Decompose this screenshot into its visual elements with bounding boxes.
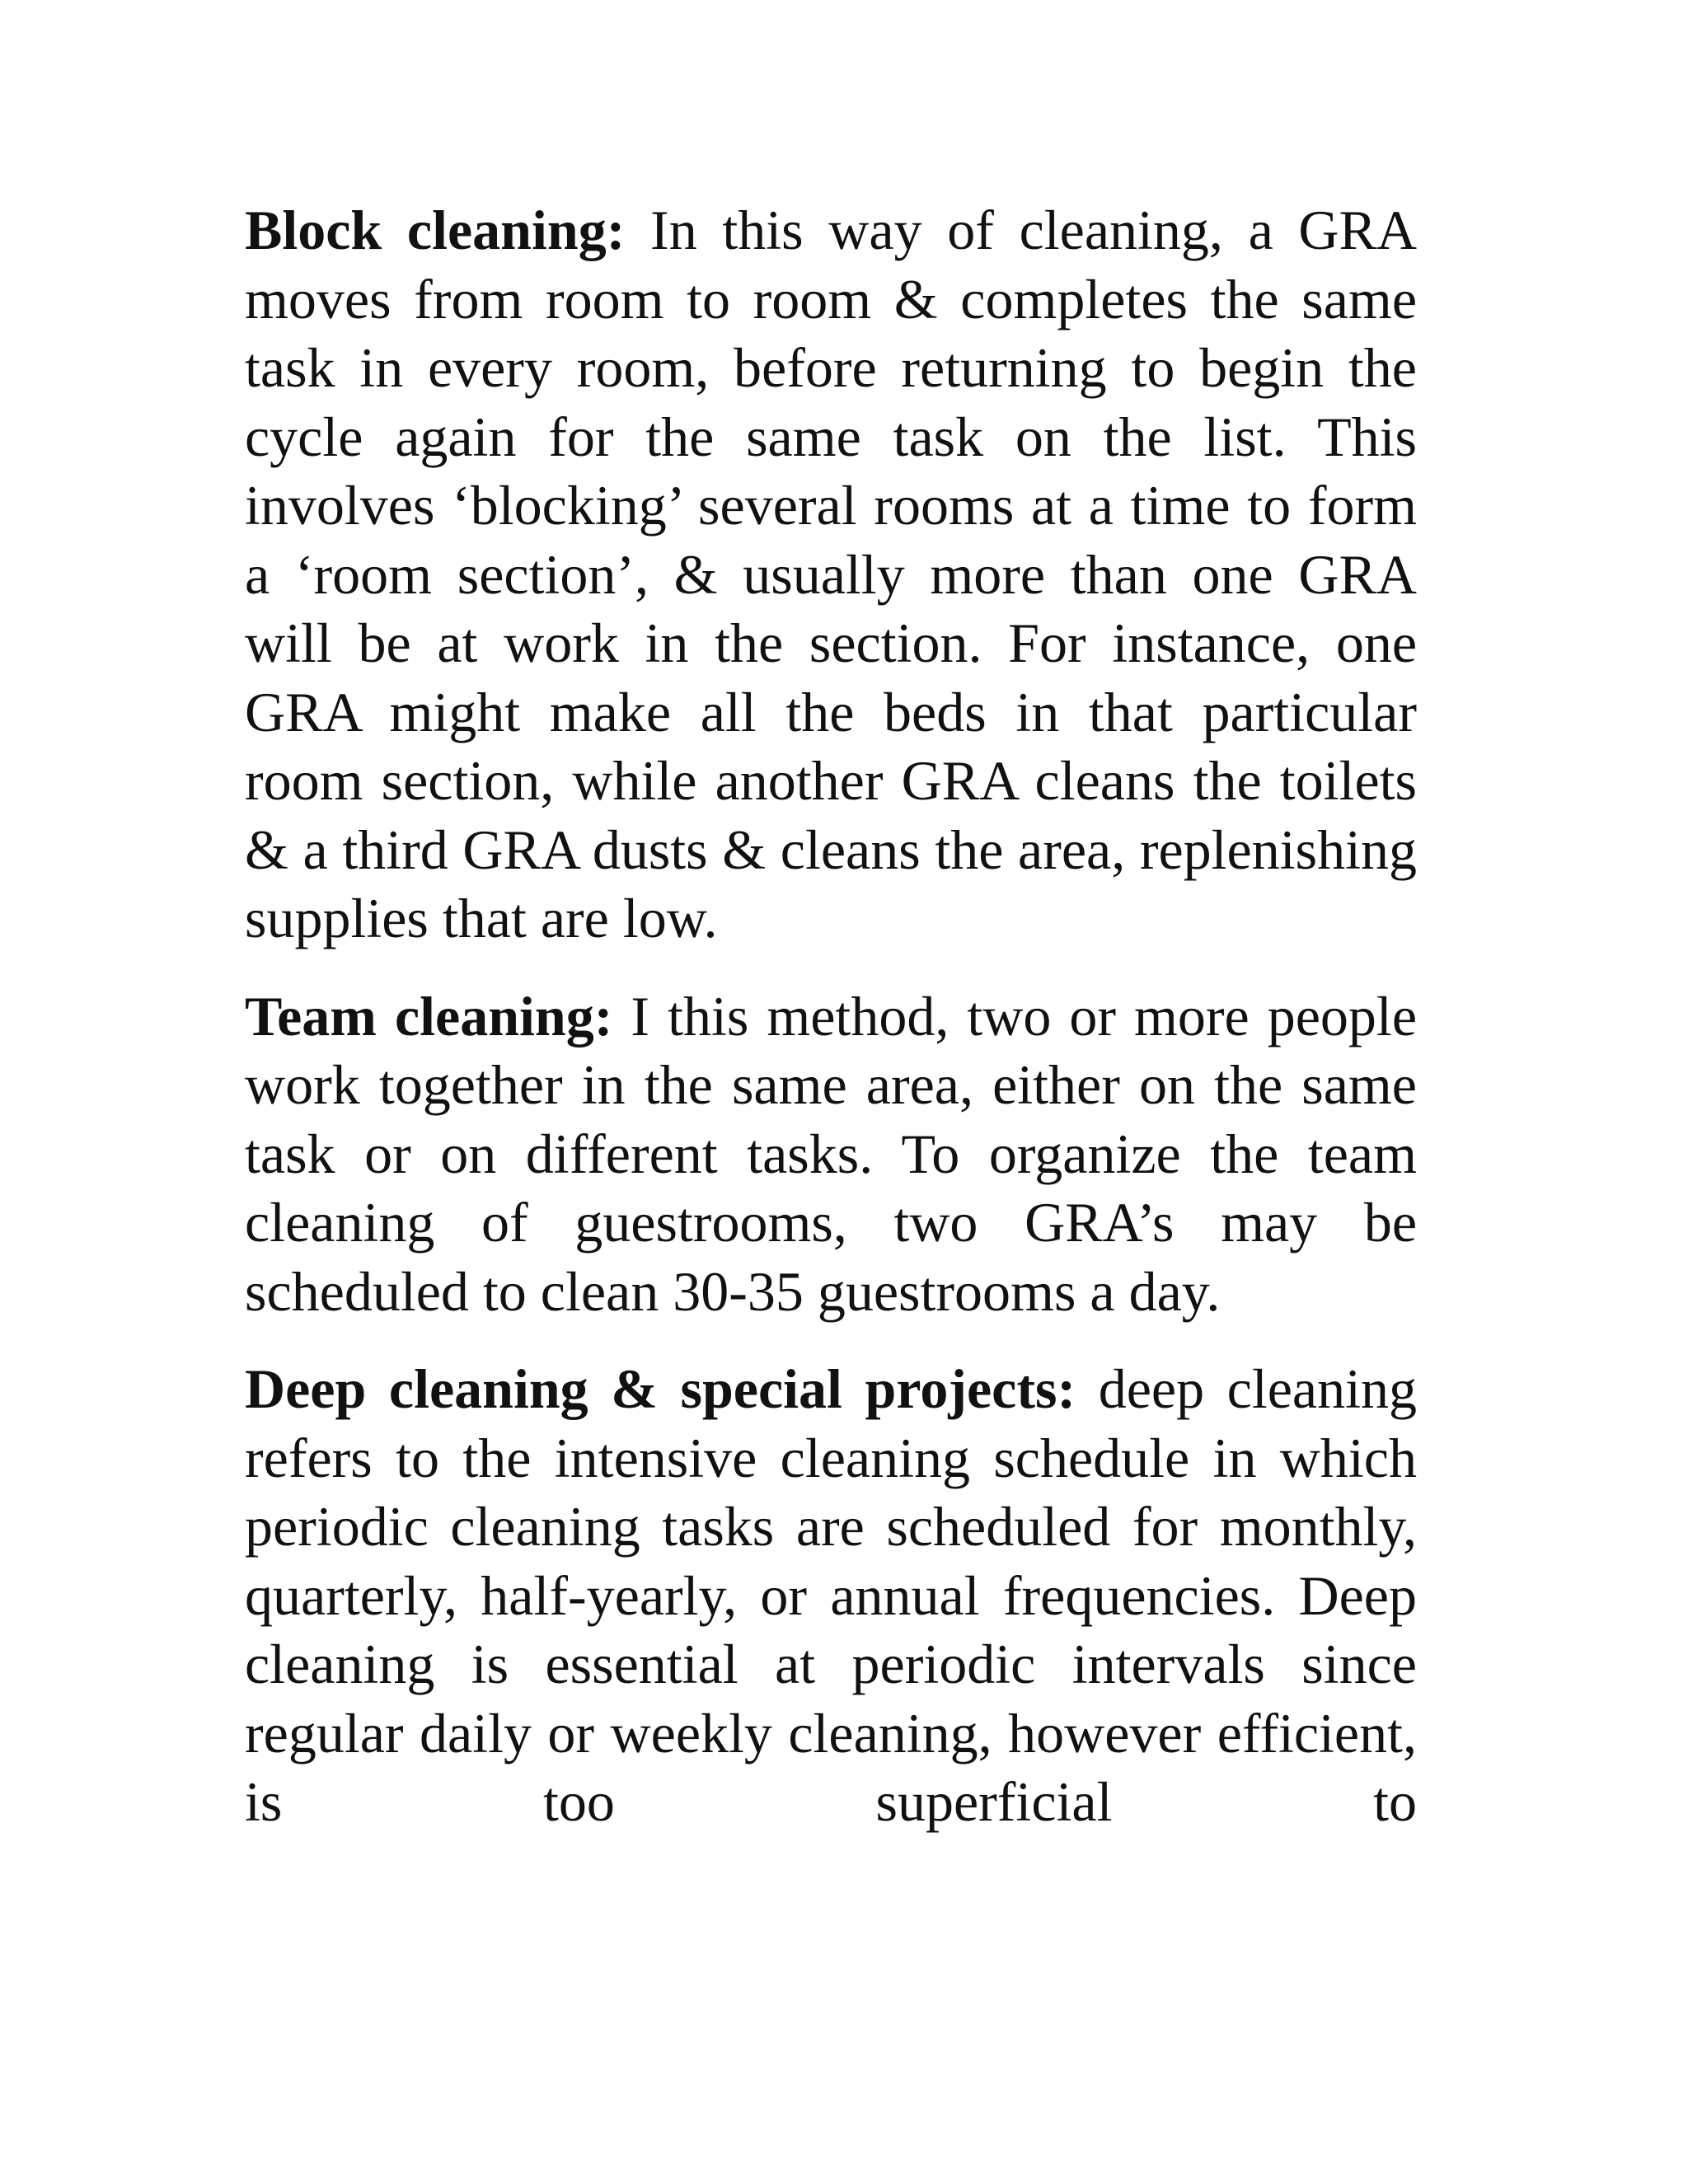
paragraph-text: deep cleaning refers to the intensive cleaning schedule in which periodic cleaning tasks are scheduled for monthly, quarterly, half-yearly, or annual frequencies. Deep cleaning is essential at periodic intervals since regular daily or weekly cleaning, however efficient, is too superficial to bbox=[245, 1357, 1417, 1833]
paragraph-text: I this method, two or more people work together in the same area, either on the same task or on different tasks. To organize the team cleaning of guestrooms, two GRA’s may be scheduled to clean 30-35 guestrooms a day. bbox=[245, 984, 1418, 1323]
paragraph-block-cleaning bbox=[245, 196, 1417, 954]
paragraph-heading: Deep cleaning & special projects: bbox=[245, 1357, 1076, 1420]
paragraph-text: In this way of cleaning, a GRA moves from room to room & completes the same task in every room, before returning to begin the cycle again for the same task on the list. This involves ‘blocking’ several rooms at a time to form a ‘room section’, & usually more than one GRA will be at work in the section. For instance, one GRA might make all the beds in that particular room section, while another GRA cleans the toilets & a third GRA dusts & cleans the area, replenishing supplies that are low. bbox=[245, 199, 1417, 949]
paragraph-team-cleaning bbox=[245, 982, 1417, 1327]
paragraph-heading: Block cleaning: bbox=[245, 199, 626, 261]
document-body bbox=[245, 196, 1417, 1866]
paragraph-deep-cleaning bbox=[245, 1355, 1417, 1837]
paragraph-heading: Team cleaning: bbox=[245, 984, 613, 1047]
